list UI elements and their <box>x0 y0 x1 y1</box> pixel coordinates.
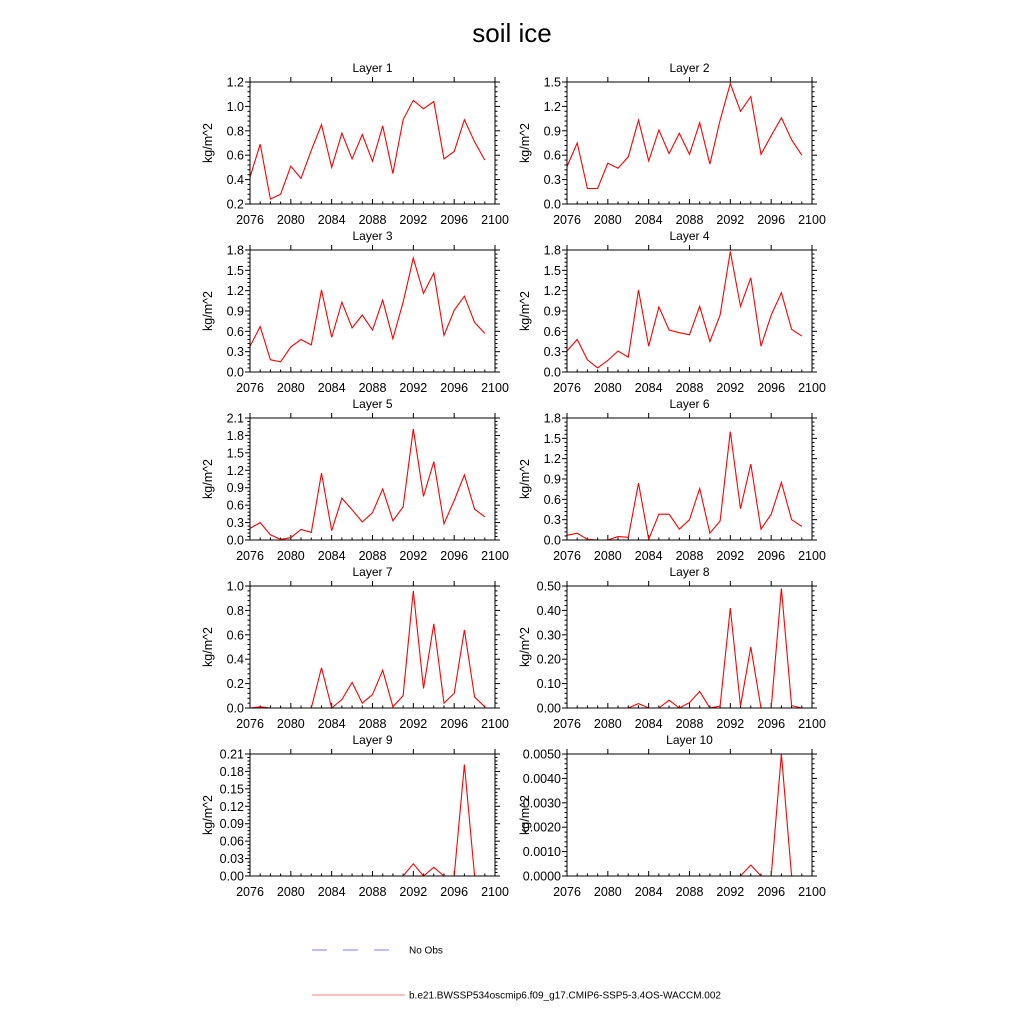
y-tick-label: 0.9 <box>543 304 561 319</box>
y-tick-label: 0.6 <box>226 498 244 513</box>
y-axis-label: kg/m^2 <box>518 627 532 667</box>
x-tick-label: 2100 <box>798 885 826 899</box>
plot-frame <box>567 754 812 876</box>
y-tick-label: 0.4 <box>226 173 244 188</box>
y-tick-label: 0.00 <box>536 701 561 716</box>
panel-title: Layer 10 <box>666 733 713 747</box>
x-tick-label: 2096 <box>440 717 469 731</box>
x-tick-label: 2096 <box>757 717 786 731</box>
series-line <box>567 432 802 540</box>
x-tick-label: 2100 <box>798 381 826 395</box>
x-tick-label: 2088 <box>358 213 387 227</box>
y-tick-label: 0.0 <box>543 365 561 380</box>
y-axis-label: kg/m^2 <box>201 627 215 667</box>
y-tick-label: 0.0 <box>543 197 561 212</box>
x-tick-label: 2092 <box>399 213 428 227</box>
y-tick-label: 0.0020 <box>522 820 561 835</box>
x-tick-label: 2076 <box>553 381 581 395</box>
x-tick-label: 2100 <box>481 717 509 731</box>
y-axis-label: kg/m^2 <box>201 795 215 835</box>
y-tick-label: 0.4 <box>226 652 244 667</box>
y-tick-label: 1.0 <box>226 99 244 114</box>
plot-frame <box>567 586 812 708</box>
x-tick-label: 2088 <box>675 213 704 227</box>
plot-frame <box>250 418 495 540</box>
plot-frame <box>250 754 495 876</box>
panel-title: Layer 1 <box>352 61 393 75</box>
y-tick-label: 0.0000 <box>522 869 561 884</box>
x-tick-label: 2092 <box>716 717 745 731</box>
x-tick-label: 2080 <box>276 381 305 395</box>
x-tick-label: 2088 <box>358 885 387 899</box>
y-tick-label: 0.10 <box>536 677 561 692</box>
y-axis-label: kg/m^2 <box>201 123 215 163</box>
panel-layer-5 <box>201 397 509 563</box>
x-tick-label: 2076 <box>553 885 581 899</box>
series-line <box>250 591 485 708</box>
y-tick-label: 1.2 <box>543 99 561 114</box>
y-tick-label: 0.40 <box>536 603 561 618</box>
x-tick-label: 2088 <box>358 717 387 731</box>
y-tick-label: 1.8 <box>543 411 561 426</box>
x-tick-label: 2092 <box>399 885 428 899</box>
y-tick-label: 0.18 <box>219 764 244 779</box>
x-tick-label: 2084 <box>317 213 346 227</box>
panel-layer-2 <box>518 61 826 227</box>
x-tick-label: 2084 <box>634 213 663 227</box>
plot-frame <box>567 250 812 372</box>
y-tick-label: 1.0 <box>226 579 244 594</box>
y-tick-label: 1.5 <box>226 263 244 278</box>
y-tick-label: 0.2 <box>226 197 244 212</box>
panel-layer-1 <box>201 61 509 227</box>
x-tick-label: 2088 <box>675 381 704 395</box>
y-axis-label: kg/m^2 <box>518 795 532 835</box>
panel-layer-7 <box>201 565 509 731</box>
y-tick-label: 1.8 <box>226 428 244 443</box>
x-tick-label: 2096 <box>757 381 786 395</box>
x-tick-label: 2096 <box>757 885 786 899</box>
panel-title: Layer 4 <box>669 229 710 243</box>
legend <box>312 946 721 1002</box>
x-tick-label: 2080 <box>276 213 305 227</box>
x-tick-label: 2088 <box>675 885 704 899</box>
y-tick-label: 1.5 <box>543 75 561 90</box>
y-tick-label: 0.8 <box>226 124 244 139</box>
plot-frame <box>250 586 495 708</box>
series-line <box>567 754 802 876</box>
x-tick-label: 2096 <box>440 213 469 227</box>
y-tick-label: 0.0040 <box>522 771 561 786</box>
y-tick-label: 1.8 <box>226 243 244 258</box>
y-tick-label: 0.0 <box>226 533 244 548</box>
plot-frame <box>567 418 812 540</box>
y-tick-label: 0.30 <box>536 628 561 643</box>
y-tick-label: 0.6 <box>226 148 244 163</box>
x-tick-label: 2080 <box>593 885 622 899</box>
y-axis-label: kg/m^2 <box>201 291 215 331</box>
y-tick-label: 1.8 <box>543 243 561 258</box>
x-tick-label: 2076 <box>553 213 581 227</box>
y-tick-label: 0.15 <box>219 782 244 797</box>
plot-frame <box>567 82 812 204</box>
legend-model-label: b.e21.BWSSP534oscmip6.f09_g17.CMIP6-SSP5-3.4OS-WACCM.002 <box>409 990 721 1002</box>
x-tick-label: 2080 <box>593 381 622 395</box>
y-tick-label: 0.12 <box>219 799 244 814</box>
y-axis-label: kg/m^2 <box>201 459 215 499</box>
y-tick-label: 0.0050 <box>522 747 561 762</box>
y-axis-label: kg/m^2 <box>518 291 532 331</box>
panel-layer-4 <box>518 229 826 395</box>
panel-title: Layer 9 <box>352 733 393 747</box>
y-tick-label: 0.09 <box>219 817 244 832</box>
x-tick-label: 2076 <box>553 717 581 731</box>
x-tick-label: 2084 <box>317 381 346 395</box>
x-tick-label: 2084 <box>317 717 346 731</box>
y-tick-label: 1.2 <box>226 75 244 90</box>
y-tick-label: 0.3 <box>543 513 561 528</box>
y-tick-label: 0.6 <box>543 148 561 163</box>
y-tick-label: 1.2 <box>226 284 244 299</box>
x-tick-label: 2092 <box>399 717 428 731</box>
series-line <box>250 258 485 362</box>
y-tick-label: 0.6 <box>226 324 244 339</box>
x-tick-label: 2076 <box>236 717 264 731</box>
panel-layer-8 <box>518 565 826 731</box>
x-tick-label: 2096 <box>757 549 786 563</box>
x-tick-label: 2076 <box>236 885 264 899</box>
x-tick-label: 2076 <box>236 213 264 227</box>
y-tick-label: 0.3 <box>543 345 561 360</box>
panel-title: Layer 6 <box>669 397 710 411</box>
x-tick-label: 2100 <box>798 549 826 563</box>
x-tick-label: 2088 <box>358 549 387 563</box>
panel-title: Layer 5 <box>352 397 393 411</box>
y-tick-label: 0.0 <box>226 365 244 380</box>
y-tick-label: 1.5 <box>543 263 561 278</box>
y-tick-label: 0.0030 <box>522 796 561 811</box>
x-tick-label: 2080 <box>593 213 622 227</box>
x-tick-label: 2084 <box>634 381 663 395</box>
plot-frame <box>250 82 495 204</box>
x-tick-label: 2084 <box>317 885 346 899</box>
y-tick-label: 0.9 <box>543 472 561 487</box>
x-tick-label: 2100 <box>481 549 509 563</box>
y-tick-label: 0.9 <box>226 481 244 496</box>
y-tick-label: 0.3 <box>226 345 244 360</box>
x-tick-label: 2084 <box>634 885 663 899</box>
y-tick-label: 0.0010 <box>522 845 561 860</box>
y-tick-label: 0.50 <box>536 579 561 594</box>
y-tick-label: 0.2 <box>226 677 244 692</box>
y-tick-label: 0.3 <box>543 173 561 188</box>
y-tick-label: 0.21 <box>219 747 244 762</box>
x-tick-label: 2084 <box>634 549 663 563</box>
panel-title: Layer 7 <box>352 565 393 579</box>
y-tick-label: 0.0 <box>543 533 561 548</box>
x-tick-label: 2092 <box>716 549 745 563</box>
panel-title: Layer 8 <box>669 565 710 579</box>
y-tick-label: 0.20 <box>536 652 561 667</box>
legend-no-obs-label: No Obs <box>409 945 443 957</box>
series-line <box>567 588 802 708</box>
x-tick-label: 2100 <box>481 381 509 395</box>
y-tick-label: 0.6 <box>543 324 561 339</box>
panel-layer-6 <box>518 397 826 563</box>
series-line <box>250 765 485 877</box>
x-tick-label: 2080 <box>593 549 622 563</box>
y-tick-label: 1.2 <box>226 463 244 478</box>
x-tick-label: 2096 <box>440 381 469 395</box>
panel-layer-10 <box>518 733 826 899</box>
x-tick-label: 2080 <box>276 885 305 899</box>
y-tick-label: 0.06 <box>219 834 244 849</box>
panel-title: Layer 2 <box>669 61 710 75</box>
chart-title: soil ice <box>472 18 552 48</box>
x-tick-label: 2076 <box>236 549 264 563</box>
panel-layer-3 <box>201 229 509 395</box>
x-tick-label: 2100 <box>798 717 826 731</box>
y-tick-label: 0.9 <box>543 124 561 139</box>
x-tick-label: 2100 <box>481 885 509 899</box>
series-line <box>567 84 802 189</box>
y-axis-label: kg/m^2 <box>518 123 532 163</box>
x-tick-label: 2088 <box>358 381 387 395</box>
y-tick-label: 0.6 <box>226 628 244 643</box>
series-line <box>250 100 485 199</box>
series-line <box>250 429 485 539</box>
y-tick-label: 0.03 <box>219 852 244 867</box>
y-tick-label: 1.5 <box>543 431 561 446</box>
x-tick-label: 2080 <box>276 549 305 563</box>
x-tick-label: 2084 <box>634 717 663 731</box>
x-tick-label: 2080 <box>593 717 622 731</box>
y-tick-label: 0.6 <box>543 492 561 507</box>
x-tick-label: 2088 <box>675 549 704 563</box>
x-tick-label: 2080 <box>276 717 305 731</box>
x-tick-label: 2092 <box>716 213 745 227</box>
y-tick-label: 0.3 <box>226 516 244 531</box>
x-tick-label: 2096 <box>440 549 469 563</box>
y-tick-label: 2.1 <box>226 411 244 426</box>
x-tick-label: 2092 <box>399 549 428 563</box>
panel-layer-9 <box>201 733 509 899</box>
y-tick-label: 0.9 <box>226 304 244 319</box>
x-tick-label: 2096 <box>757 213 786 227</box>
y-tick-label: 0.00 <box>219 869 244 884</box>
x-tick-label: 2092 <box>399 381 428 395</box>
x-tick-label: 2084 <box>317 549 346 563</box>
x-tick-label: 2088 <box>675 717 704 731</box>
y-axis-label: kg/m^2 <box>518 459 532 499</box>
x-tick-label: 2092 <box>716 885 745 899</box>
x-tick-label: 2100 <box>798 213 826 227</box>
x-tick-label: 2096 <box>440 885 469 899</box>
y-tick-label: 1.2 <box>543 452 561 467</box>
x-tick-label: 2092 <box>716 381 745 395</box>
x-tick-label: 2076 <box>553 549 581 563</box>
panel-title: Layer 3 <box>352 229 393 243</box>
y-tick-label: 0.8 <box>226 603 244 618</box>
series-line <box>567 251 802 368</box>
y-tick-label: 1.2 <box>543 284 561 299</box>
y-tick-label: 0.0 <box>226 701 244 716</box>
y-tick-label: 1.5 <box>226 446 244 461</box>
x-tick-label: 2076 <box>236 381 264 395</box>
x-tick-label: 2100 <box>481 213 509 227</box>
